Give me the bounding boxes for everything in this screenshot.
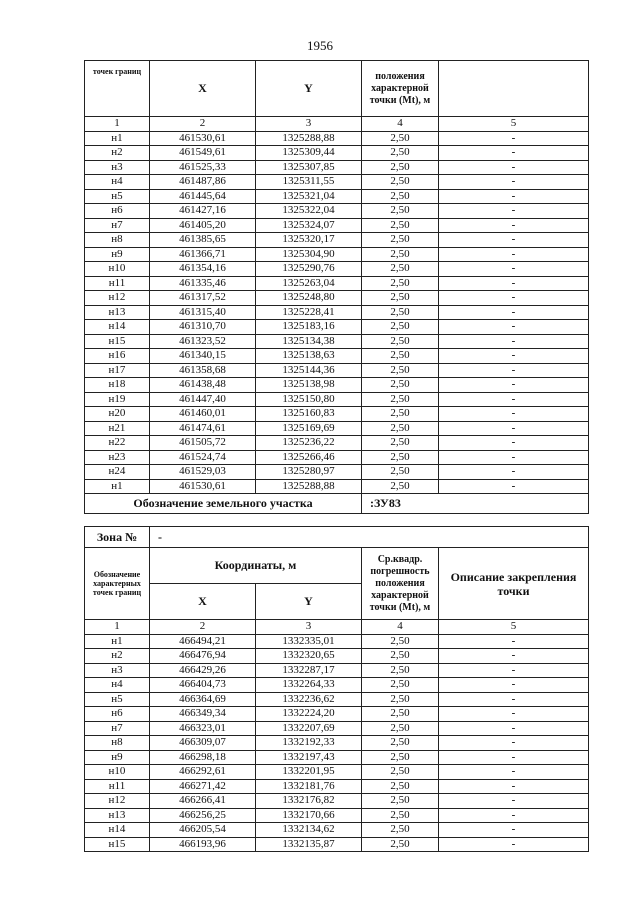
accuracy: 2,50 [362,479,439,494]
fixing-description: - [439,421,589,436]
x-coordinate: 461340,15 [150,349,256,364]
table-row [85,794,589,809]
y-coordinate: 1332176,82 [256,794,362,809]
point-id: н7 [85,721,150,736]
point-id: н9 [85,247,150,262]
header2-x: X [150,584,256,620]
fixing-description: - [439,262,589,277]
fixing-description: - [439,334,589,349]
x-coordinate: 461549,61 [150,146,256,161]
fixing-description: - [439,146,589,161]
x-coordinate: 461317,52 [150,291,256,306]
accuracy: 2,50 [362,305,439,320]
point-id: н14 [85,320,150,335]
y-coordinate: 1332170,66 [256,808,362,823]
fixing-description: - [439,663,589,678]
point-id: н4 [85,678,150,693]
x-coordinate: 466193,96 [150,837,256,852]
x-coordinate: 466364,69 [150,692,256,707]
header-y: Y [256,61,362,117]
fixing-description: - [439,823,589,838]
fixing-description: - [439,692,589,707]
fixing-description: - [439,392,589,407]
y-coordinate: 1325307,85 [256,160,362,175]
x-coordinate: 466266,41 [150,794,256,809]
point-id: н11 [85,779,150,794]
fixing-description: - [439,649,589,664]
column-number: 4 [362,620,439,635]
fixing-description: - [439,678,589,693]
x-coordinate: 461487,86 [150,175,256,190]
y-coordinate: 1325228,41 [256,305,362,320]
accuracy: 2,50 [362,363,439,378]
fixing-description: - [439,175,589,190]
y-coordinate: 1332197,43 [256,750,362,765]
table-row [85,233,589,248]
header2-coords: Координаты, м [150,548,362,584]
table-row [85,707,589,722]
accuracy: 2,50 [362,707,439,722]
y-coordinate: 1332287,17 [256,663,362,678]
accuracy: 2,50 [362,218,439,233]
table-row [85,823,589,838]
fixing-description: - [439,450,589,465]
x-coordinate: 466271,42 [150,779,256,794]
point-id: н11 [85,276,150,291]
y-coordinate: 1325280,97 [256,465,362,480]
accuracy: 2,50 [362,392,439,407]
fixing-description: - [439,247,589,262]
y-coordinate: 1332207,69 [256,721,362,736]
fixing-description: - [439,721,589,736]
table-row [85,218,589,233]
column-number: 2 [150,620,256,635]
page-number: 1956 [307,38,333,53]
fixing-description: - [439,349,589,364]
point-id: н14 [85,823,150,838]
accuracy: 2,50 [362,750,439,765]
fixing-description: - [439,160,589,175]
y-coordinate: 1325304,90 [256,247,362,262]
fixing-description: - [439,204,589,219]
point-id: н3 [85,663,150,678]
x-coordinate: 461366,71 [150,247,256,262]
accuracy: 2,50 [362,436,439,451]
table-row [85,392,589,407]
point-id: н4 [85,175,150,190]
point-id: н8 [85,736,150,751]
x-coordinate: 461358,68 [150,363,256,378]
x-coordinate: 461310,70 [150,320,256,335]
table-row [85,765,589,780]
x-coordinate: 466256,25 [150,808,256,823]
x-coordinate: 461460,01 [150,407,256,422]
x-coordinate: 466309,07 [150,736,256,751]
accuracy: 2,50 [362,262,439,277]
point-id: н16 [85,349,150,364]
y-coordinate: 1325322,04 [256,204,362,219]
point-id: н12 [85,291,150,306]
y-coordinate: 1325324,07 [256,218,362,233]
x-coordinate: 461447,40 [150,392,256,407]
accuracy: 2,50 [362,131,439,146]
y-coordinate: 1332224,20 [256,707,362,722]
fixing-description: - [439,479,589,494]
header-x: X [150,61,256,117]
column-number: 4 [362,117,439,132]
table-row [85,750,589,765]
header2-point-label: Обозначение характерных точек границ [85,548,150,620]
table-row [85,160,589,175]
accuracy: 2,50 [362,247,439,262]
x-coordinate: 461405,20 [150,218,256,233]
column-number: 2 [150,117,256,132]
table-row [85,378,589,393]
table-row [85,837,589,852]
column-number: 5 [439,117,589,132]
parcel-value: :ЗУ83 [362,493,589,514]
y-coordinate: 1325183,16 [256,320,362,335]
y-coordinate: 1325320,17 [256,233,362,248]
y-coordinate: 1325309,44 [256,146,362,161]
accuracy: 2,50 [362,378,439,393]
column-number: 1 [85,620,150,635]
x-coordinate: 466476,94 [150,649,256,664]
table-row [85,779,589,794]
table-row [85,262,589,277]
fixing-description: - [439,363,589,378]
accuracy: 2,50 [362,320,439,335]
table-row [85,305,589,320]
accuracy: 2,50 [362,808,439,823]
fixing-description: - [439,837,589,852]
header-point-label: точек границ [85,61,150,117]
y-coordinate: 1325138,98 [256,378,362,393]
y-coordinate: 1332320,65 [256,649,362,664]
table-row [85,436,589,451]
table-row [85,189,589,204]
table-row [85,450,589,465]
accuracy: 2,50 [362,794,439,809]
header-accuracy: положения характерной точки (Mt), м [362,61,439,117]
x-coordinate: 461529,03 [150,465,256,480]
accuracy: 2,50 [362,421,439,436]
spacer-row [85,514,589,527]
fixing-description: - [439,779,589,794]
column-number: 1 [85,117,150,132]
accuracy: 2,50 [362,204,439,219]
fixing-description: - [439,407,589,422]
x-coordinate: 466292,61 [150,765,256,780]
point-id: н7 [85,218,150,233]
point-id: н21 [85,421,150,436]
y-coordinate: 1325321,04 [256,189,362,204]
point-id: н1 [85,634,150,649]
y-coordinate: 1325266,46 [256,450,362,465]
point-id: н8 [85,233,150,248]
y-coordinate: 1325311,55 [256,175,362,190]
y-coordinate: 1325138,63 [256,349,362,364]
y-coordinate: 1325288,88 [256,131,362,146]
coordinates-table-2 [84,547,589,852]
point-id: н2 [85,649,150,664]
zone-label: Зона № [85,527,150,548]
table-row [85,465,589,480]
fixing-description: - [439,436,589,451]
accuracy: 2,50 [362,276,439,291]
table-row [85,479,589,494]
point-id: н24 [85,465,150,480]
accuracy: 2,50 [362,233,439,248]
point-id: н12 [85,794,150,809]
x-coordinate: 461385,65 [150,233,256,248]
fixing-description: - [439,794,589,809]
accuracy: 2,50 [362,189,439,204]
point-id: н15 [85,837,150,852]
column-number: 3 [256,620,362,635]
y-coordinate: 1332134,62 [256,823,362,838]
x-coordinate: 466429,26 [150,663,256,678]
x-coordinate: 461323,52 [150,334,256,349]
point-id: н1 [85,131,150,146]
table-row [85,634,589,649]
column-number: 3 [256,117,362,132]
point-id: н2 [85,146,150,161]
y-coordinate: 1325248,80 [256,291,362,306]
x-coordinate: 466298,18 [150,750,256,765]
column-number: 5 [439,620,589,635]
accuracy: 2,50 [362,721,439,736]
accuracy: 2,50 [362,779,439,794]
accuracy: 2,50 [362,349,439,364]
point-id: н20 [85,407,150,422]
point-id: н19 [85,392,150,407]
table-row [85,291,589,306]
point-id: н1 [85,479,150,494]
point-id: н10 [85,765,150,780]
fixing-description: - [439,808,589,823]
accuracy: 2,50 [362,649,439,664]
y-coordinate: 1332264,33 [256,678,362,693]
fixing-description: - [439,131,589,146]
fixing-description: - [439,465,589,480]
y-coordinate: 1325236,22 [256,436,362,451]
parcel-row-table [84,493,589,527]
accuracy: 2,50 [362,736,439,751]
fixing-description: - [439,634,589,649]
x-coordinate: 461524,74 [150,450,256,465]
y-coordinate: 1325150,80 [256,392,362,407]
y-coordinate: 1325263,04 [256,276,362,291]
table-row [85,678,589,693]
x-coordinate: 466349,34 [150,707,256,722]
header2-accuracy: Ср.квадр. погрешность положения характерной точки (Mt), м [362,548,439,620]
accuracy: 2,50 [362,634,439,649]
y-coordinate: 1332236,62 [256,692,362,707]
point-id: н9 [85,750,150,765]
table-row [85,663,589,678]
fixing-description: - [439,305,589,320]
table-row [85,407,589,422]
table-row [85,721,589,736]
x-coordinate: 461335,46 [150,276,256,291]
fixing-description: - [439,189,589,204]
zone-row-table [84,526,589,548]
y-coordinate: 1325290,76 [256,262,362,277]
fixing-description: - [439,233,589,248]
point-id: н5 [85,189,150,204]
point-id: н6 [85,707,150,722]
accuracy: 2,50 [362,765,439,780]
fixing-description: - [439,707,589,722]
fixing-description: - [439,276,589,291]
fixing-description: - [439,378,589,393]
table-row [85,276,589,291]
y-coordinate: 1332181,76 [256,779,362,794]
fixing-description: - [439,765,589,780]
point-id: н3 [85,160,150,175]
x-coordinate: 461530,61 [150,131,256,146]
x-coordinate: 461530,61 [150,479,256,494]
fixing-description: - [439,750,589,765]
accuracy: 2,50 [362,291,439,306]
fixing-description: - [439,736,589,751]
x-coordinate: 461438,48 [150,378,256,393]
y-coordinate: 1332335,01 [256,634,362,649]
x-coordinate: 461315,40 [150,305,256,320]
accuracy: 2,50 [362,407,439,422]
x-coordinate: 461474,61 [150,421,256,436]
y-coordinate: 1325144,36 [256,363,362,378]
point-id: н18 [85,378,150,393]
accuracy: 2,50 [362,175,439,190]
accuracy: 2,50 [362,146,439,161]
table-row [85,146,589,161]
header-description [439,61,589,117]
x-coordinate: 466323,01 [150,721,256,736]
y-coordinate: 1332192,33 [256,736,362,751]
table-row [85,692,589,707]
accuracy: 2,50 [362,465,439,480]
zone-value: - [150,527,589,548]
accuracy: 2,50 [362,160,439,175]
x-coordinate: 461525,33 [150,160,256,175]
fixing-description: - [439,218,589,233]
coordinates-table-1 [84,60,589,494]
point-id: н13 [85,305,150,320]
x-coordinate: 466205,54 [150,823,256,838]
header2-description: Описание закрепления точки [439,548,589,620]
table-row [85,736,589,751]
point-id: н6 [85,204,150,219]
table-row [85,131,589,146]
accuracy: 2,50 [362,450,439,465]
table-row [85,320,589,335]
accuracy: 2,50 [362,663,439,678]
accuracy: 2,50 [362,692,439,707]
x-coordinate: 461427,16 [150,204,256,219]
table-row [85,175,589,190]
point-id: н22 [85,436,150,451]
x-coordinate: 466404,73 [150,678,256,693]
table-row [85,363,589,378]
table-row [85,349,589,364]
accuracy: 2,50 [362,823,439,838]
point-id: н13 [85,808,150,823]
x-coordinate: 461505,72 [150,436,256,451]
x-coordinate: 461354,16 [150,262,256,277]
fixing-description: - [439,320,589,335]
table-row [85,649,589,664]
column-numbers-row [85,117,589,132]
point-id: н10 [85,262,150,277]
y-coordinate: 1325288,88 [256,479,362,494]
x-coordinate: 466494,21 [150,634,256,649]
accuracy: 2,50 [362,678,439,693]
accuracy: 2,50 [362,334,439,349]
table-row [85,247,589,262]
header2-y: Y [256,584,362,620]
table-row [85,421,589,436]
y-coordinate: 1325160,83 [256,407,362,422]
table-row [85,808,589,823]
table-row [85,334,589,349]
parcel-label: Обозначение земельного участка [85,493,362,514]
x-coordinate: 461445,64 [150,189,256,204]
column-numbers-row [85,620,589,635]
y-coordinate: 1332201,95 [256,765,362,780]
fixing-description: - [439,291,589,306]
y-coordinate: 1325134,38 [256,334,362,349]
y-coordinate: 1332135,87 [256,837,362,852]
y-coordinate: 1325169,69 [256,421,362,436]
accuracy: 2,50 [362,837,439,852]
point-id: н23 [85,450,150,465]
point-id: н5 [85,692,150,707]
point-id: н17 [85,363,150,378]
table-row [85,204,589,219]
point-id: н15 [85,334,150,349]
